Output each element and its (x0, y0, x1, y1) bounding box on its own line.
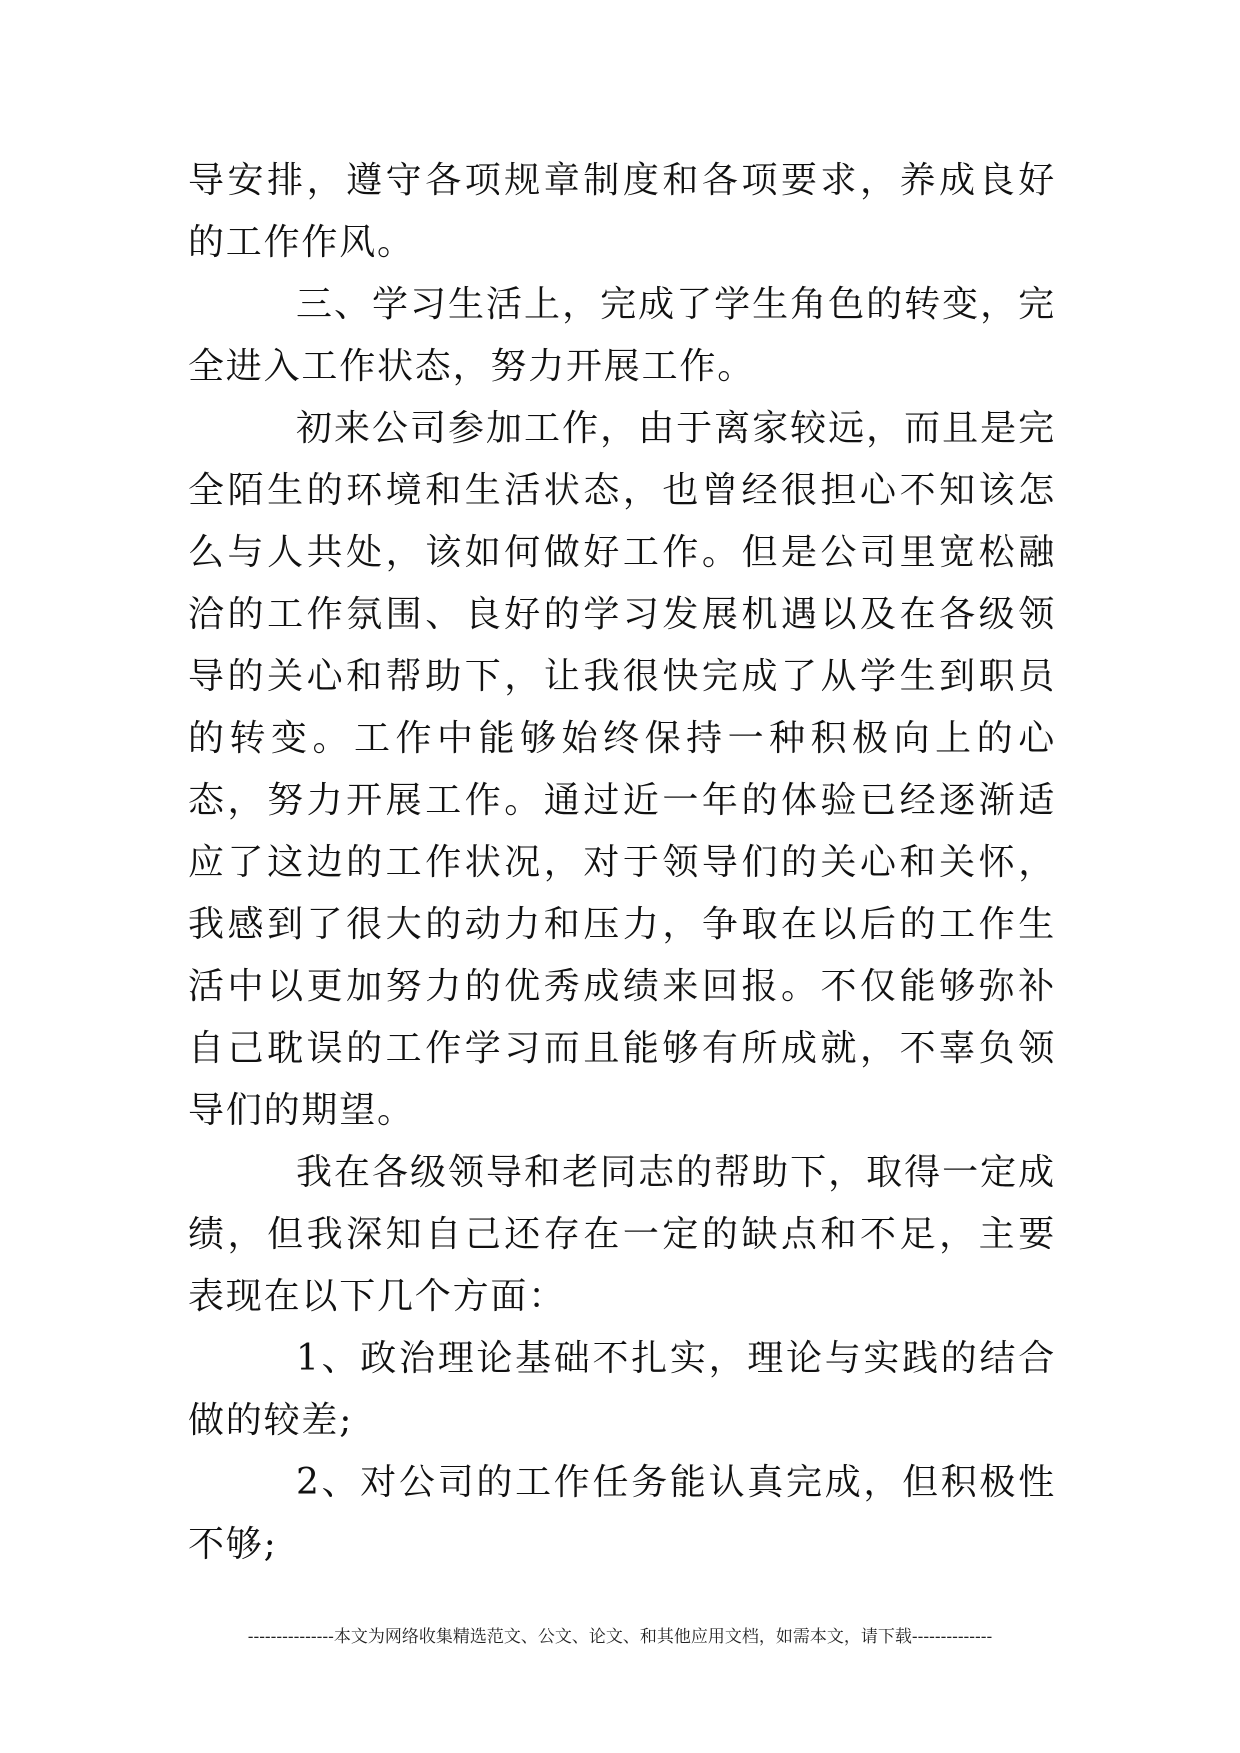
paragraph-3: 初来公司参加工作，由于离家较远，而且是完全陌生的环境和生活状态，也曾经很担心不知该怎么与人共处，该如何做好工作。但是公司里宽松融洽的工作氛围、良好的学习发展机遇以及在各级领导的关心和帮助下，让我很快完成了从学生到职员的转变。工作中能够始终保持一种积极向上的心态，努力开展工作。通过近一年的体验已经逐渐适应了这边的工作状况，对于领导们的关心和关怀，我感到了很大的动力和压力，争取在以后的工作生活中以更加努力的优秀成绩来回报。不仅能够弥补自己耽误的工作学习而且能够有所成就，不辜负领导们的期望。 (188, 408, 1056, 1131)
page-footer: ---------------本文为网络收集精选范文、公文、论文、和其他应用文档，如需本文，请下载-------------- (247, 1627, 993, 1647)
document-body (188, 150, 1056, 1576)
paragraph-2: 三、学习生活上，完成了学生角色的转变，完全进入工作状态，努力开展工作。 (188, 284, 1056, 387)
list-item-1: 1、政治理论基础不扎实，理论与实践的结合做的较差; (188, 1338, 1056, 1441)
paragraph-4: 我在各级领导和老同志的帮助下，取得一定成绩，但我深知自己还存在一定的缺点和不足，主要表现在以下几个方面： (188, 1152, 1056, 1317)
paragraph-1: 导安排，遵守各项规章制度和各项要求，养成良好的工作作风。 (188, 160, 1056, 263)
list-item-2: 2、对公司的工作任务能认真完成，但积极性不够; (188, 1462, 1056, 1565)
